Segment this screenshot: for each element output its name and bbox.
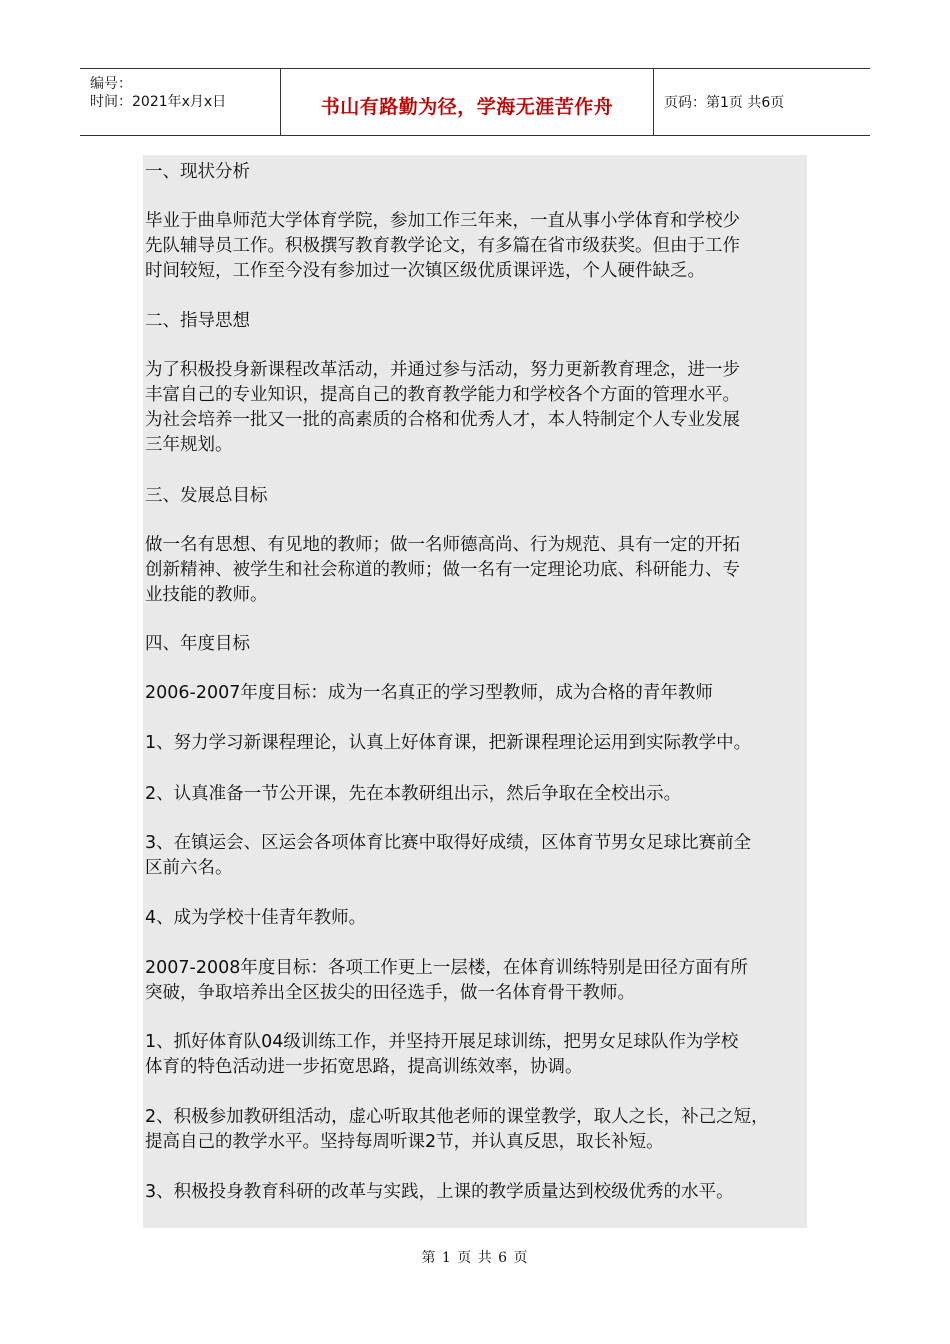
paragraph-line: 为社会培养一批又一批的高素质的合格和优秀人才，本人特制定个人专业发展 (145, 410, 740, 430)
paragraph-line: 业技能的教师。 (145, 585, 268, 605)
list-item: 2、认真准备一节公开课，先在本教研组出示，然后争取在全校出示。 (145, 784, 682, 804)
document-header (80, 68, 870, 136)
document-number-label: 编号： (90, 76, 132, 92)
paragraph-line: 时间较短，工作至今没有参加过一次镇区级优质课评选，个人硬件缺乏。 (145, 261, 705, 281)
section-heading-status: 一、现状分析 (145, 162, 250, 182)
header-page-info: 页码：第1页 共6页 (664, 95, 785, 111)
list-item: 体育的特色活动进一步拓宽思路，提高训练效率，协调。 (145, 1057, 583, 1077)
document-time-label: 时间：2021年x月x日 (90, 94, 227, 110)
paragraph-line: 先队辅导员工作。积极撰写教育教学论文，有多篇在省市级获奖。但由于工作 (145, 236, 740, 256)
list-item: 3、积极投身教育科研的改革与实践，上课的教学质量达到校级优秀的水平。 (145, 1182, 734, 1202)
paragraph-line: 为了积极投身新课程改革活动，并通过参与活动，努力更新教育理念，进一步 (145, 360, 740, 380)
list-item: 3、在镇运会、区运会各项体育比赛中取得好成绩，区体育节男女足球比赛前全 (145, 833, 752, 853)
page-footer: 第 1 页 共 6 页 (421, 1250, 529, 1266)
paragraph-line: 毕业于曲阜师范大学体育学院，参加工作三年来，一直从事小学体育和学校少 (145, 211, 740, 231)
list-item: 提高自己的教学水平。坚持每周听课2节，并认真反思，取长补短。 (145, 1132, 664, 1152)
paragraph-line: 做一名有思想、有见地的教师；做一名师德高尚、行为规范、具有一定的开拓 (145, 535, 740, 555)
header-meta-cell (80, 69, 281, 135)
list-item: 2、积极参加教研组活动，虚心听取其他老师的课堂教学，取人之长，补己之短， (145, 1107, 769, 1127)
list-item: 区前六名。 (145, 858, 233, 878)
paragraph-line: 丰富自己的专业知识，提高自己的教育教学能力和学校各个方面的管理水平。 (145, 385, 740, 405)
list-item: 4、成为学校十佳青年教师。 (145, 908, 367, 928)
header-motto-cell (281, 69, 654, 135)
section-heading-annual: 四、年度目标 (145, 634, 250, 654)
section-heading-guiding: 二、指导思想 (145, 311, 250, 331)
paragraph-line: 创新精神、被学生和社会称道的教师；做一名有一定理论功底、科研能力、专 (145, 560, 740, 580)
annual-goal-title: 突破，争取培养出全区拔尖的田径选手，做一名体育骨干教师。 (145, 983, 635, 1003)
annual-goal-title: 2007-2008年度目标：各项工作更上一层楼，在体育训练特别是田径方面有所 (145, 958, 748, 978)
paragraph-line: 三年规划。 (145, 435, 233, 455)
annual-goal-title: 2006-2007年度目标：成为一名真正的学习型教师，成为合格的青年教师 (145, 683, 713, 703)
list-item: 1、努力学习新课程理论，认真上好体育课，把新课程理论运用到实际教学中。 (145, 733, 752, 753)
list-item: 1、抓好体育队04级训练工作，并坚持开展足球训练，把男女足球队作为学校 (145, 1032, 739, 1052)
header-page-cell (654, 69, 870, 135)
header-motto: 书山有路勤为径，学海无涯苦作舟 (320, 96, 614, 118)
section-heading-goal: 三、发展总目标 (145, 486, 268, 506)
